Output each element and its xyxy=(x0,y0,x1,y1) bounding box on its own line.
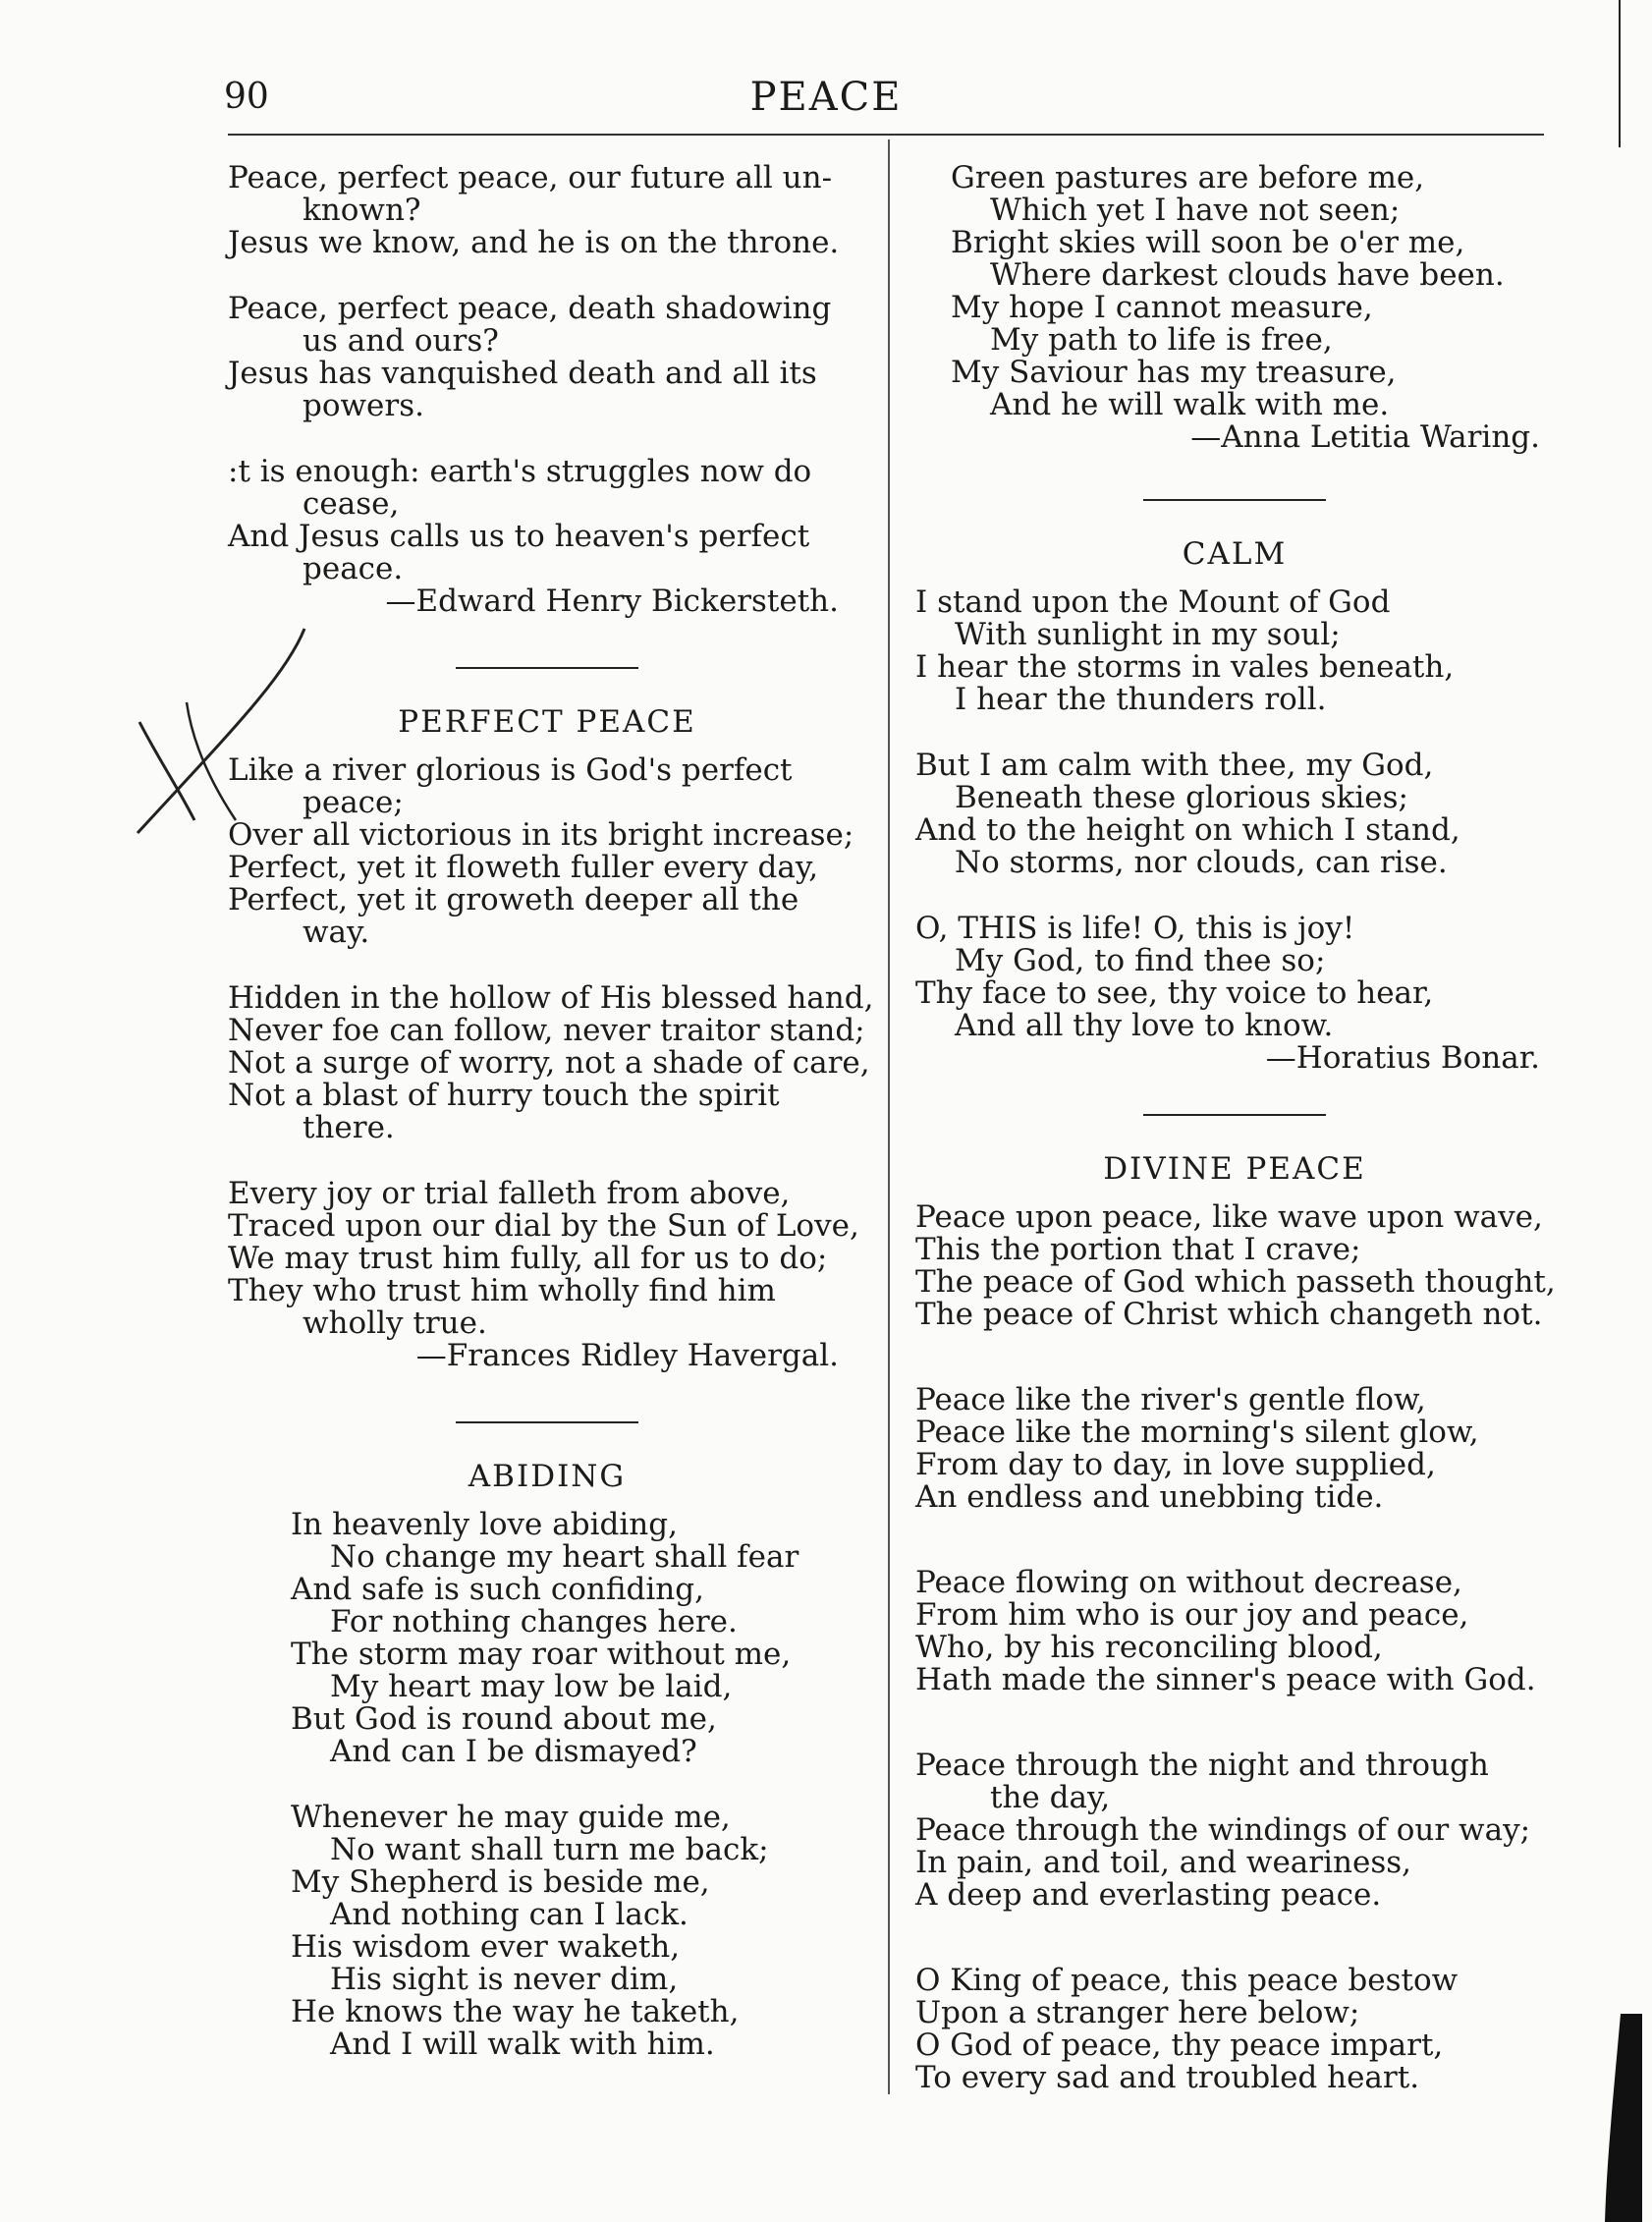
verse-line: known? xyxy=(303,193,421,228)
verse-line: This the portion that I crave; xyxy=(915,1232,1361,1267)
verse-line: powers. xyxy=(303,388,424,423)
poem-title: CALM xyxy=(1182,536,1288,572)
verse-line: Peace, perfect peace, death shadowing xyxy=(228,291,832,326)
verse-line: Jesus has vanquished death and all its xyxy=(228,356,817,391)
verse-line: From him who is our joy and peace, xyxy=(915,1597,1469,1633)
verse-line: Never foe can follow, never traitor stand; xyxy=(228,1013,865,1048)
verse-line: My Shepherd is beside me, xyxy=(291,1864,710,1900)
verse-line: Thy face to see, thy voice to hear, xyxy=(915,975,1434,1011)
verse-line: But I am calm with thee, my God, xyxy=(915,748,1434,783)
verse-line: But God is round about me, xyxy=(291,1701,717,1737)
verse-line: A deep and everlasting peace. xyxy=(915,1877,1382,1913)
verse-line: peace. xyxy=(303,551,404,586)
verse-line: We may trust him fully, all for us to do; xyxy=(228,1241,828,1276)
section-divider xyxy=(456,667,638,669)
verse-line: Every joy or trial falleth from above, xyxy=(228,1176,791,1211)
poem-stanza xyxy=(228,1802,866,2061)
verse-line: My God, to find thee so; xyxy=(955,943,1326,978)
poem-title: DIVINE PEACE xyxy=(1103,1151,1366,1187)
verse-line: He knows the way he taketh, xyxy=(291,1994,740,2029)
verse-line: Beneath these glorious skies; xyxy=(955,780,1408,815)
left-column xyxy=(228,160,874,2062)
verse-line: His sight is never dim, xyxy=(330,1962,679,1997)
verse-line: No storms, nor clouds, can rise. xyxy=(955,845,1448,880)
verse-line: In heavenly love abiding, xyxy=(291,1507,678,1542)
verse-line: And safe is such confiding, xyxy=(291,1572,704,1607)
verse-line: Peace through the windings of our way; xyxy=(915,1812,1531,1848)
verse-line: the day, xyxy=(990,1780,1111,1815)
verse-line: Not a blast of hurry touch the spirit xyxy=(228,1078,780,1113)
poem-title: PERFECT PEACE xyxy=(398,704,696,740)
section-divider xyxy=(1143,1114,1326,1116)
verse-line: I hear the thunders roll. xyxy=(955,682,1327,717)
verse-line: Green pastures are before me, xyxy=(951,160,1425,195)
verse-line: And all thy love to know. xyxy=(955,1008,1334,1043)
verse-line: The peace of Christ which changeth not. xyxy=(915,1297,1543,1332)
poem-stanza xyxy=(915,750,1554,879)
poem-author: —Edward Henry Bickersteth. xyxy=(385,583,839,619)
verse-line: Perfect, yet it floweth fuller every day, xyxy=(228,850,819,885)
poem-author: —Horatius Bonar. xyxy=(1265,1040,1540,1076)
verse-line: And I will walk with him. xyxy=(330,2027,715,2062)
verse-line: Upon a stranger here below; xyxy=(915,1995,1360,2030)
section-divider xyxy=(456,1421,638,1423)
verse-line: I hear the storms in vales beneath, xyxy=(915,649,1455,685)
verse-line: Peace upon peace, like wave upon wave, xyxy=(915,1199,1543,1235)
verse-line: Peace like the morning's silent glow, xyxy=(915,1415,1479,1450)
verse-line: O God of peace, thy peace impart, xyxy=(915,2028,1444,2063)
verse-line: Perfect, yet it groweth deeper all the xyxy=(228,882,799,917)
verse-line: Peace flowing on without decrease, xyxy=(915,1565,1462,1600)
poem-stanza xyxy=(915,1750,1554,1912)
verse-line: From day to day, in love supplied, xyxy=(915,1447,1436,1482)
verse-line: And to the height on which I stand, xyxy=(915,812,1460,848)
verse-line: And Jesus calls us to heaven's perfect xyxy=(228,519,810,554)
verse-line: Traced upon our dial by the Sun of Love, xyxy=(228,1208,859,1244)
poem-stanza xyxy=(228,293,866,422)
verse-line: way. xyxy=(303,915,370,950)
poem-title: ABIDING xyxy=(468,1459,627,1494)
poem-stanza xyxy=(915,1567,1554,1696)
verse-line: In pain, and toil, and weariness, xyxy=(915,1845,1412,1880)
verse-line: Hath made the sinner's peace with God. xyxy=(915,1662,1536,1697)
verse-line: And he will walk with me. xyxy=(990,387,1390,422)
verse-line: The peace of God which passeth thought, xyxy=(915,1264,1556,1300)
verse-line: Which yet I have not seen; xyxy=(990,193,1401,228)
verse-line: My Saviour has my treasure, xyxy=(951,355,1397,390)
verse-line: there. xyxy=(303,1110,395,1145)
verse-line: O King of peace, this peace bestow xyxy=(915,1963,1459,1998)
column-divider xyxy=(888,139,890,2094)
verse-line: O, THIS is life! O, this is joy! xyxy=(915,911,1355,946)
poem-stanza xyxy=(228,754,866,949)
verse-line: And nothing can I lack. xyxy=(330,1897,688,1932)
section-divider xyxy=(1143,499,1326,501)
verse-line: Where darkest clouds have been. xyxy=(990,257,1505,293)
verse-line: The storm may roar without me, xyxy=(291,1637,792,1672)
verse-line: cease, xyxy=(303,486,400,522)
header-rule xyxy=(228,134,1544,136)
verse-line: I stand upon the Mount of God xyxy=(915,584,1391,620)
poem-author: —Frances Ridley Havergal. xyxy=(415,1338,839,1373)
poem-stanza xyxy=(228,162,866,259)
verse-line: They who trust him wholly find him xyxy=(228,1273,776,1308)
poem-stanza xyxy=(228,1509,866,1768)
verse-line: wholly true. xyxy=(303,1305,487,1341)
verse-line: Peace like the river's gentle flow, xyxy=(915,1382,1426,1417)
verse-line: My heart may low be laid, xyxy=(330,1669,733,1704)
verse-line: My path to life is free, xyxy=(990,322,1333,358)
verse-line: :t is enough: earth's struggles now do xyxy=(228,454,812,489)
verse-line: My hope I cannot measure, xyxy=(951,290,1373,325)
verse-line: Hidden in the hollow of His blessed hand, xyxy=(228,980,874,1016)
verse-line: No change my heart shall fear xyxy=(330,1539,799,1575)
poem-stanza xyxy=(915,1201,1554,1331)
verse-line: To every sad and troubled heart. xyxy=(915,2060,1420,2095)
poem-stanza xyxy=(228,456,866,585)
verse-line: For nothing changes here. xyxy=(330,1604,738,1639)
page-edge-shadow xyxy=(1603,2014,1642,2222)
verse-line: His wisdom ever waketh, xyxy=(291,1929,681,1965)
verse-line: Bright skies will soon be o'er me, xyxy=(951,225,1465,260)
poem-stanza xyxy=(915,913,1554,1042)
verse-line: Peace, perfect peace, our future all un- xyxy=(228,160,833,195)
verse-line: Whenever he may guide me, xyxy=(291,1800,731,1835)
verse-line: Peace through the night and through xyxy=(915,1748,1489,1783)
poem-stanza xyxy=(915,586,1554,716)
verse-line: Over all victorious in its bright increase; xyxy=(228,817,854,853)
verse-line: And can I be dismayed? xyxy=(330,1734,697,1769)
verse-line: No want shall turn me back; xyxy=(330,1832,769,1867)
poem-stanza xyxy=(228,980,874,1145)
verse-line: Like a river glorious is God's perfect xyxy=(228,752,793,788)
right-column xyxy=(915,162,1554,2094)
running-title: PEACE xyxy=(749,75,903,120)
verse-line: An endless and unebbing tide. xyxy=(915,1479,1384,1515)
verse-line: peace; xyxy=(303,785,404,820)
verse-line: Not a surge of worry, not a shade of care, xyxy=(228,1045,870,1081)
verse-line: Jesus we know, and he is on the throne. xyxy=(228,225,840,260)
verse-line: Who, by his reconciling blood, xyxy=(915,1630,1383,1665)
poem-author: —Anna Letitia Waring. xyxy=(1190,419,1540,455)
poem-stanza xyxy=(228,1178,866,1340)
poem-stanza xyxy=(915,1384,1554,1514)
poem-stanza xyxy=(915,162,1554,421)
poem-stanza xyxy=(915,1965,1554,2094)
page-number: 90 xyxy=(224,77,269,117)
verse-line: us and ours? xyxy=(303,323,499,359)
page-edge-line xyxy=(1619,0,1638,147)
verse-line: With sunlight in my soul; xyxy=(955,617,1341,652)
